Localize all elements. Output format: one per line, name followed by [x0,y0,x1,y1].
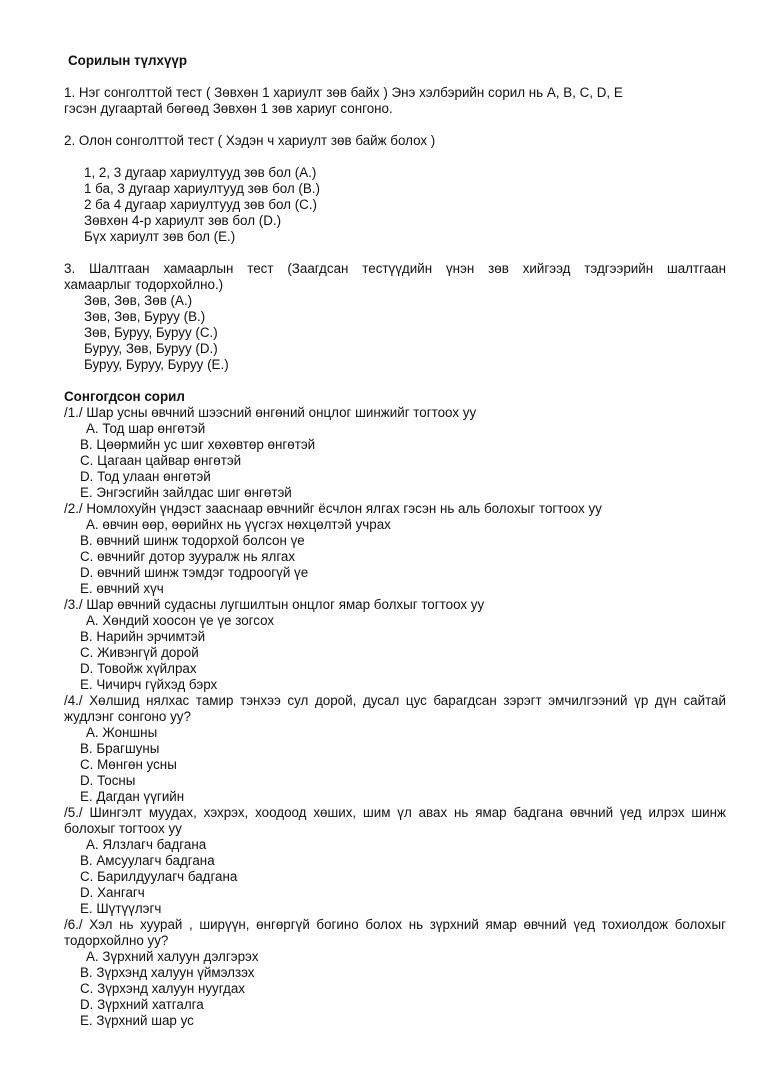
section-3-line-1: 3. Шалтгаан хамаарлын тест (Заагдсан тестүүдийн үнэн зөв хийгээд тэдгээрийн шалтгаан [64,261,726,276]
section-3-item: Зөв, Буруу, Буруу (C.) [84,325,218,340]
option-c: C. Живэнгүй дорой [80,645,199,660]
option-d: D. Хангагч [80,885,145,900]
question-4 [64,693,726,805]
question-5 [64,805,726,917]
section-2-item: 1, 2, 3 дугаар хариултууд зөв бол (A.) [84,165,317,180]
option-d: D. Товойж хүйлрах [80,661,197,676]
section-1-line-1: 1. Нэг сонголттой тест ( Зөвхөн 1 хариулт зөв байх ) Энэ хэлбэрийн сорил нь A, B, C, D, E [64,85,623,100]
option-a: A. Хөндий хоосон үе үе зогсох [86,613,275,628]
question-6 [64,917,726,1029]
option-b: B. Цөөрмийн ус шиг хөхөвтөр өнгөтэй [80,437,316,452]
section-2-item: Зөвхөн 4-р хариулт зөв бол (D.) [84,213,282,228]
option-a: A. Жоншны [86,725,158,740]
option-e: E. Энгэсгийн зайлдас шиг өнгөтэй [80,485,292,500]
option-c: C. Мөнгөн усны [80,757,177,772]
section-1 [64,85,726,117]
question-text: /1./ Шар усны өвчний шээсний өнгөний онцлог шинжийг тогтоох уу [64,405,477,420]
key-title: Сорилын түлхүүр [68,53,188,68]
section-3-item: Буруу, Буруу, Буруу (E.) [84,357,229,372]
question-text: /6./ Хэл нь хуурай , ширүүн, өнгөргүй богино болох нь зүрхний ямар өвчний үед тохиолдож болохыг [64,917,726,932]
option-c: C. Барилдуулагч бадгана [80,869,238,884]
section-3-item: Буруу, Зөв, Буруу (D.) [84,341,218,356]
option-d: D. өвчний шинж тэмдэг тодроогүй үе [80,565,309,580]
question-text: /3./ Шар өвчний судасны лугшилтын онцлог ямар болхыг тогтоох уу [64,597,485,612]
option-a: A. Тод шар өнгөтэй [86,421,206,436]
question-text: /4./ Хөлшид нялхас тамир тэнхээ сул дорой, дусал цус барагдсан зэрэгт эмчилгээний үр дүн сайтай [64,693,726,708]
option-b: B. Амсуулагч бадгана [80,853,215,868]
section-3-item: Зөв, Зөв, Зөв (A.) [84,293,193,308]
section-2 [64,133,726,245]
section-3 [64,261,726,373]
section-3-line-2: хамаарлыг тодорхойлно.) [64,277,224,292]
question-2 [64,501,726,597]
option-b: B. Зүрхэнд халуун үймэлзэх [80,965,255,980]
option-b: B. Брагшуны [80,741,160,756]
option-e: E. Дагдан үүгийн [80,789,185,804]
option-a: A. Ялзлагч бадгана [86,837,207,852]
option-a: A. өвчин өөр, өөрийнх нь үүсгэх нөхцөлтэй учрах [86,517,391,532]
option-e: E. Шүтүүлэгч [80,901,162,916]
option-b: B. Нарийн эрчимтэй [80,629,206,644]
option-e: E. өвчний хүч [80,581,164,596]
section-2-title: 2. Олон сонголттой тест ( Хэдэн ч хариулт зөв байж болох ) [64,133,436,148]
question-text-cont: тодорхойлно уу? [64,933,169,948]
section-3-item: Зөв, Зөв, Буруу (B.) [84,309,206,324]
option-e: E. Чичирч гүйхэд бэрх [80,677,218,692]
option-b: B. өвчний шинж тодорхой болсон үе [80,533,305,548]
option-a: A. Зүрхний халуун дэлгэрэх [86,949,259,964]
section-2-item: Бүх хариулт зөв бол (E.) [84,229,236,244]
option-d: D. Тод улаан өнгөтэй [80,469,211,484]
question-text-cont: жудлэнг сонгоно уу? [64,709,191,724]
question-text: /5./ Шингэлт муудах, хэхрэх, хоодоод хөших, шим үл авах нь ямар бадгана өвчний үед илрэх шинж [64,805,726,820]
question-3 [64,597,726,693]
question-text: /2./ Номлохуйн үндэст зааснаар өвчнийг ёсчлон ялгах гэсэн нь аль болохыг тогтоох уу [64,501,602,516]
option-c: C. Цагаан цайвар өнгөтэй [80,453,242,468]
document-page [64,53,726,1029]
section-1-line-2: гэсэн дугаартай бөгөөд Зөвхөн 1 зөв хариуг сонгоно. [64,101,393,116]
selected-title: Сонгогдсон сорил [64,389,185,404]
option-d: D. Зүрхний хатгалга [80,997,204,1012]
option-e: E. Зүрхний шар ус [80,1013,194,1028]
option-c: C. Зүрхэнд халуун нуугдах [80,981,245,996]
section-2-item: 1 ба, 3 дугаар хариултууд зөв бол (B.) [84,181,320,196]
question-text-cont: болохыг тогтоох уу [64,821,182,836]
option-d: D. Тосны [80,773,136,788]
section-2-item: 2 ба 4 дугаар хариултууд зөв бол (C.) [84,197,318,212]
option-c: C. өвчнийг дотор зууралж нь ялгах [80,549,296,564]
question-1 [64,405,726,501]
